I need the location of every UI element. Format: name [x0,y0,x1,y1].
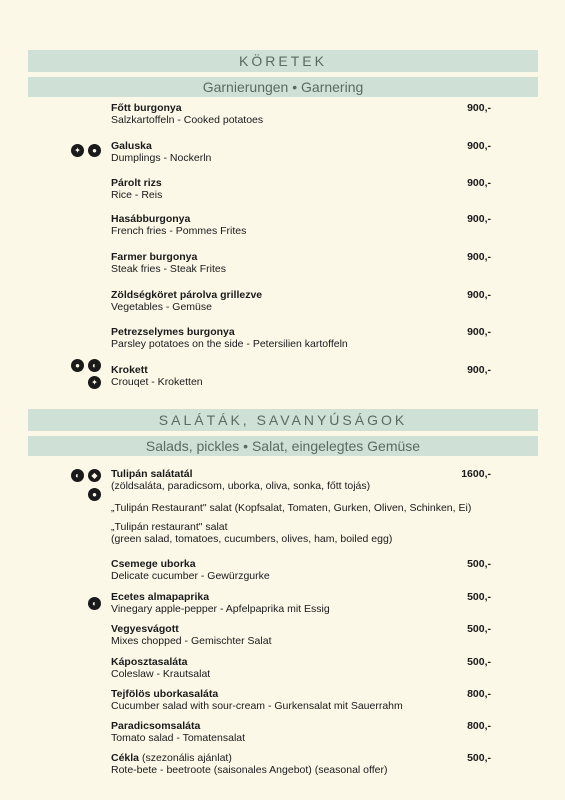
item-desc: Dumplings - Nockerln [111,152,212,164]
item-price: 900,- [467,177,491,189]
section-subtitle-salatak: Salads, pickles • Salat, eingelegtes Gemüse [28,436,538,456]
item-price: 1600,- [461,468,491,480]
item-price: 900,- [467,140,491,152]
item-name: Főtt burgonya [111,102,182,114]
item-desc-german: „Tulipán Restaurant" salat (Kopfsalat, Tomaten, Gurken, Oliven, Schinken, Ei) [111,502,472,514]
egg-icon: ● [71,359,84,372]
apple-icon: ◆ [88,469,101,482]
item-desc: Vegetables - Gemüse [111,301,212,313]
item-desc: Mixes chopped - Gemischter Salat [111,635,272,647]
item-desc: Parsley potatoes on the side - Petersilien kartoffeln [111,338,348,350]
milk-icon: ◐ [88,597,101,610]
item-desc: Delicate cucumber - Gewürzgurke [111,570,270,582]
menu-item [111,720,491,744]
item-desc-english-title: „Tulipán restaurant" salat [111,521,228,533]
item-price: 900,- [467,102,491,114]
menu-item [111,656,491,680]
section-title-koretek: KÖRETEK [28,50,538,72]
menu-item [111,558,491,582]
item-name: Csemege uborka [111,558,196,570]
item-name: Paradicsomsaláta [111,720,201,732]
item-price: 800,- [467,720,491,732]
item-desc: Vinegary apple-pepper - Apfelpaprika mit Essig [111,603,330,615]
item-name: Párolt rizs [111,177,162,189]
item-desc: Salzkartoffeln - Cooked potatoes [111,114,264,126]
item-price: 800,- [467,688,491,700]
item-price: 500,- [467,591,491,603]
item-name: Farmer burgonya [111,251,198,263]
menu-item [111,752,491,776]
item-name: Tulipán salátatál [111,468,193,480]
wheat-icon: ✦ [71,144,84,157]
item-name: Krokett [111,364,148,376]
menu-item [111,213,491,237]
item-name-note: (szezonális ajánlat) [139,752,232,764]
item-desc: Cucumber salad with sour-cream - Gurkensalat mit Sauerrahm [111,700,403,712]
item-desc-english: (green salad, tomatoes, cucumbers, olives, ham, boiled egg) [111,533,393,545]
menu-item [111,591,491,615]
item-desc: Crouqet - Kroketten [111,376,203,388]
item-desc: Rice - Reis [111,189,163,201]
section-subtitle-koretek: Garnierungen • Garnering [28,77,538,97]
item-name: Káposztasaláta [111,656,188,668]
milk-icon: ◐ [71,469,84,482]
item-price: 900,- [467,326,491,338]
menu-item [111,289,491,313]
egg-icon: ● [88,144,101,157]
item-price: 900,- [467,289,491,301]
menu-item [111,364,491,388]
item-desc: Rote-bete - beetroote (saisonales Angebot) (seasonal offer) [111,764,388,776]
item-name: Galuska [111,140,152,152]
item-name [111,752,491,764]
menu-item [111,140,491,164]
item-price: 900,- [467,364,491,376]
item-price: 500,- [467,623,491,635]
item-name: Ecetes almapaprika [111,591,210,603]
item-desc: Tomato salad - Tomatensalat [111,732,246,744]
item-desc: Coleslaw - Krautsalat [111,668,211,680]
item-price: 500,- [467,558,491,570]
item-name: Tejfölös uborkasaláta [111,688,219,700]
section-title-salatak: SALÁTÁK, SAVANYÚSÁGOK [28,409,538,431]
item-price: 500,- [467,752,491,764]
item-desc: (zöldsaláta, paradicsom, uborka, oliva, sonka, főtt tojás) [111,480,371,492]
wheat-icon: ✦ [88,376,101,389]
item-price: 900,- [467,251,491,263]
item-name-text: Cékla [111,752,140,764]
item-price: 500,- [467,656,491,668]
menu-item-tulipan [111,468,491,492]
item-desc: Steak fries - Steak Frites [111,263,226,275]
menu-item [111,102,491,126]
item-name: Petrezselymes burgonya [111,326,235,338]
menu-item [111,251,491,275]
egg-icon: ● [88,488,101,501]
item-name: Vegyesvágott [111,623,179,635]
item-name: Hasábburgonya [111,213,191,225]
menu-item [111,326,491,350]
milk-icon: ◐ [88,359,101,372]
item-price: 900,- [467,213,491,225]
menu-item [111,623,491,647]
menu-item [111,688,491,712]
item-desc: French fries - Pommes Frites [111,225,247,237]
menu-item [111,177,491,201]
item-name: Zöldségköret párolva grillezve [111,289,263,301]
